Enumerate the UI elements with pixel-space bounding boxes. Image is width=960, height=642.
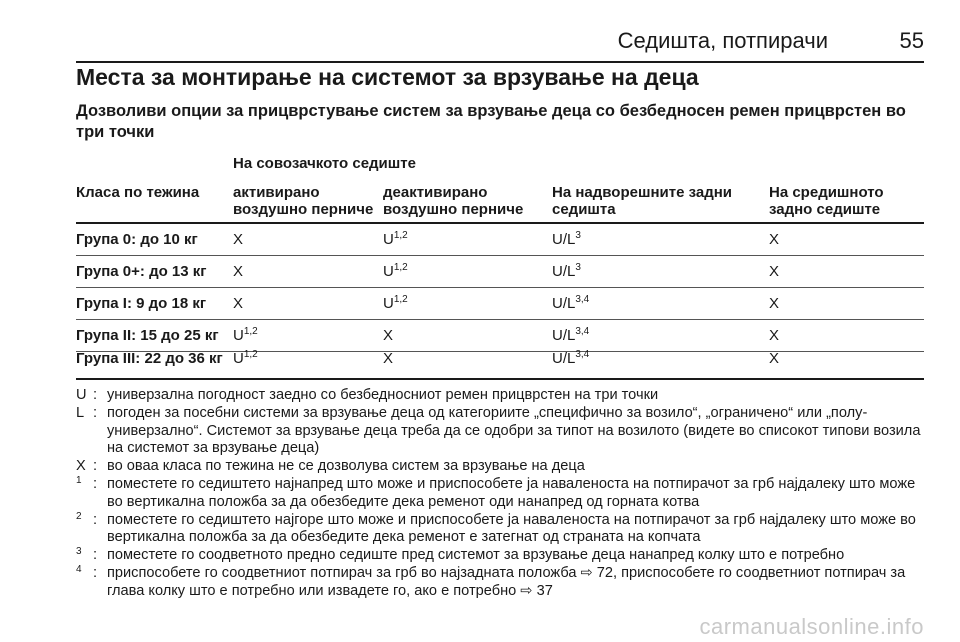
table-cell: X [769,263,780,280]
column-header-line2: седишта [552,201,616,218]
note-key: 2 [76,510,82,522]
column-header-line1: деактивирано [383,184,488,201]
seat-group-header: На совозачкото седиште [233,155,416,172]
table-cell: X [769,231,780,248]
note-key: U [76,387,87,403]
note-colon: : [93,547,98,564]
row-divider [76,255,924,256]
table-cell: U$^{1,2}$ [233,326,258,344]
table-cell: X [769,350,780,367]
column-header-line1: На средишното [769,184,884,201]
table-cell: Група 0+: до 13 кг [76,263,207,280]
table-cell: X [233,295,244,312]
table-cell: X [769,295,780,312]
section-subtitle: Дозволиви опции за прицврстување систем за врзување деца со безбедносен ремен прицврстен во три точки [76,102,906,141]
table-cell: $U/L^{3,4}$ [552,349,590,367]
table-cell: $U/L^3$ [552,230,581,248]
table-row [76,263,924,293]
note-colon: : [93,564,98,581]
watermark: carmanualsonline.info [699,614,924,639]
note-text: погоден за посебни системи за врзување деца од категориите „специфично за возило“, „ограничено“ или „полу-универзално“. Системот за врзување деца треба да се одобри за типот на возилото (видете во списокот типови возила на системот за врзување деца) [107,404,921,457]
column-header-outer-rear-seats [552,184,732,218]
column-header-line1: активирано [233,184,320,201]
note-key: X [76,458,86,475]
table-cell: U$^{1,2}$ [383,294,408,312]
note-key: L [76,404,85,421]
row-divider [76,319,924,320]
row-divider [76,287,924,288]
table-cell: Група 0: до 10 кг [76,231,198,248]
column-header-line2: задно седиште [769,201,881,218]
column-header-line2: воздушно перниче [233,201,374,218]
note-item [76,565,926,601]
table-row [76,231,924,261]
note-text: поместете го седиштето најнапред што може и приспособете ја наваленоста на потпирачот за грб најдалеку што може во вертикална положба за да обезбедите дека ремeнот оди нанапред од горната котва [107,475,916,510]
column-header-middle-rear-seat [769,184,884,218]
table-cell: U$^{1,2}$ [383,262,408,280]
column-header-line2: Класа по тежина [76,184,200,201]
note-colon: : [93,511,98,528]
header-divider [76,61,924,63]
page-number: 55 [899,28,924,53]
table-cell: X [383,327,394,344]
column-header-weight-class [76,184,199,201]
section-title: Места за монтирање на системот за врзување на деца [76,64,699,90]
table-cell: U$^{1,2}$ [233,349,258,367]
note-text: поместете го седиштето најгоре што може и приспособете ја наваленоста на потпирачот за грб најдалеку што може во вертикална положба за да обезбедите дека ременот е затегнат од страната на копчата [107,511,916,546]
table-cell: Група I: 9 до 18 кг [76,295,207,312]
note-text: универзална погодност заедно со безбедносниот ремен прицврстен на три точки [107,387,659,403]
table-bottom-divider [76,378,924,380]
note-item [76,476,926,512]
note-colon: : [93,475,98,492]
note-item [76,387,926,405]
table-cell: $U/L^{3,4}$ [552,294,590,312]
table-row [76,350,924,380]
note-item [76,405,926,458]
table-cell: X [769,327,780,344]
page-header-title: Седишта, потпирачи [617,28,828,53]
table-cell: X [233,263,244,280]
note-item [76,458,926,476]
note-key: 4 [76,563,82,575]
table-header-divider [76,222,924,224]
note-text: во оваа класа по тежина не се дозволува систем за врзување на деца [107,458,585,475]
table-cell: U$^{1,2}$ [383,230,408,248]
table-cell: Група III: 22 до 36 кг [76,350,223,367]
note-text: приспособете го соодветниот потпирач за грб во најзадната положба ⇨ 72, приспособете го соодветниот потпирач за глава колку што е потребно или извадете го, ако е потребно ⇨ 37 [107,564,906,599]
note-item [76,547,926,565]
column-header-airbag-deactivated [383,184,523,218]
note-key: 1 [76,474,82,486]
note-colon: : [93,458,98,475]
column-header-airbag-active [233,184,373,218]
table-cell: $U/L^3$ [552,262,581,280]
note-key: 3 [76,546,82,558]
note-text: поместете го соодветното предно седиште пред системот за врзување деца нанапред колку што е потребно [107,547,845,564]
note-item [76,512,926,548]
note-colon: : [93,387,98,403]
table-row [76,295,924,325]
column-header-line1: На надворешните задни [552,184,732,201]
notes-list [76,387,926,601]
table-cell: $U/L^{3,4}$ [552,326,590,344]
table-cell: X [233,231,244,248]
table-cell: X [383,350,394,367]
page-header [76,28,924,58]
note-colon: : [93,404,98,421]
table-cell: Група II: 15 до 25 кг [76,327,219,344]
column-header-line2: воздушно перниче [383,201,524,218]
